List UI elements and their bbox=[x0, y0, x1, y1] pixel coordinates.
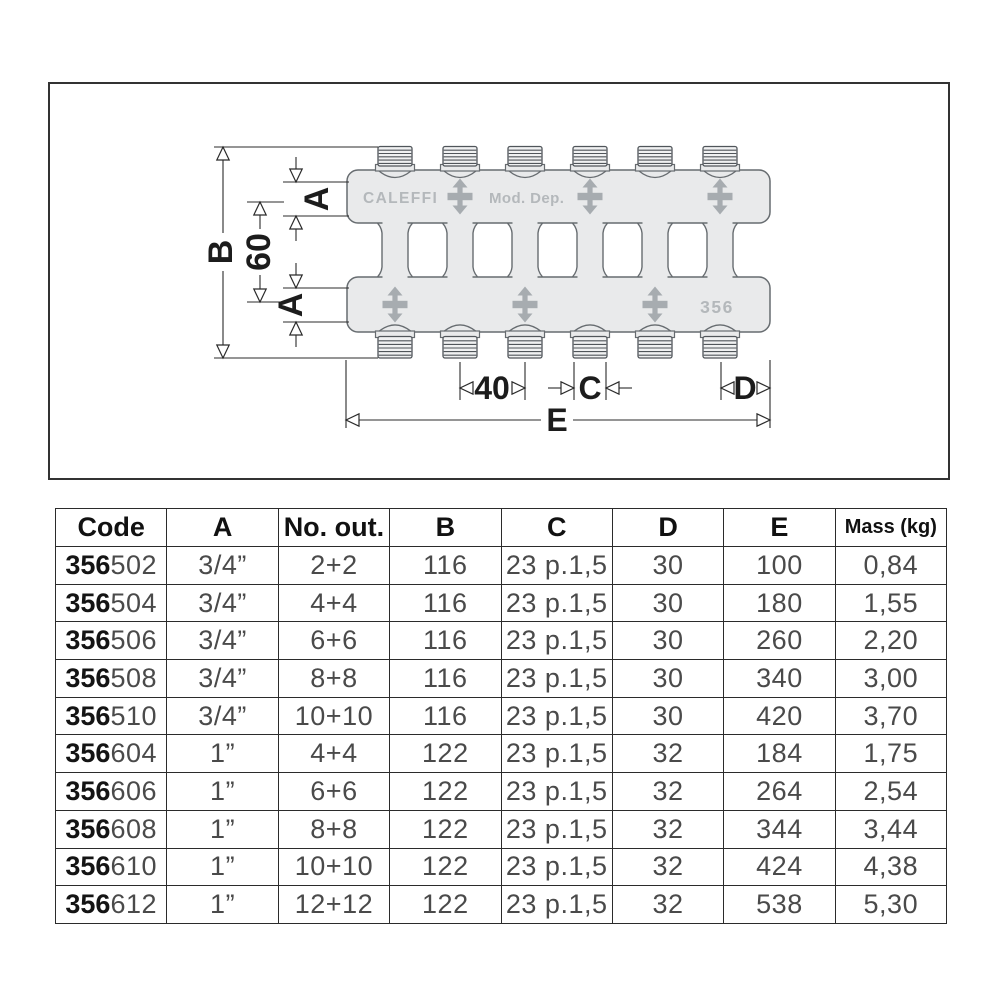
table-row bbox=[56, 584, 947, 622]
manifold-links bbox=[374, 220, 741, 281]
table-cell: 340 bbox=[724, 660, 835, 698]
table-cell: 23 p.1,5 bbox=[501, 622, 612, 660]
table-cell: 23 p.1,5 bbox=[501, 697, 612, 735]
dim-d-label: D bbox=[733, 370, 757, 406]
code-cell: 356504 bbox=[56, 584, 167, 622]
table-cell: 6+6 bbox=[278, 773, 389, 811]
table-cell: 30 bbox=[612, 622, 723, 660]
column-header-d: D bbox=[612, 509, 723, 547]
table-cell: 6+6 bbox=[278, 622, 389, 660]
table-cell: 116 bbox=[390, 697, 501, 735]
table-cell: 32 bbox=[612, 810, 723, 848]
manifold-technical-drawing bbox=[48, 82, 950, 480]
table-cell: 12+12 bbox=[278, 886, 389, 924]
table-cell: 420 bbox=[724, 697, 835, 735]
table-cell: 1” bbox=[167, 773, 278, 811]
code-cell: 356506 bbox=[56, 622, 167, 660]
table-cell: 2+2 bbox=[278, 547, 389, 585]
table-cell: 23 p.1,5 bbox=[501, 735, 612, 773]
column-header-b: B bbox=[390, 509, 501, 547]
table-cell: 1” bbox=[167, 848, 278, 886]
column-header-e: E bbox=[724, 509, 835, 547]
spec-table-header bbox=[56, 509, 947, 547]
table-cell: 1,75 bbox=[835, 735, 946, 773]
code-cell: 356608 bbox=[56, 810, 167, 848]
column-header-code: Code bbox=[56, 509, 167, 547]
table-cell: 116 bbox=[390, 547, 501, 585]
dim-a-top-label: A bbox=[298, 186, 336, 212]
table-cell: 122 bbox=[390, 810, 501, 848]
table-cell: 30 bbox=[612, 660, 723, 698]
table-row bbox=[56, 886, 947, 924]
table-cell: 1” bbox=[167, 735, 278, 773]
table-cell: 23 p.1,5 bbox=[501, 848, 612, 886]
column-header-c: C bbox=[501, 509, 612, 547]
table-cell: 122 bbox=[390, 848, 501, 886]
code-cell: 356508 bbox=[56, 660, 167, 698]
table-cell: 4+4 bbox=[278, 584, 389, 622]
table-cell: 8+8 bbox=[278, 810, 389, 848]
table-cell: 32 bbox=[612, 735, 723, 773]
technical-drawing-frame bbox=[48, 82, 950, 480]
table-cell: 1” bbox=[167, 810, 278, 848]
dim-b-label: B bbox=[202, 239, 240, 265]
column-header-a: A bbox=[167, 509, 278, 547]
table-row bbox=[56, 660, 947, 698]
table-cell: 30 bbox=[612, 584, 723, 622]
table-cell: 184 bbox=[724, 735, 835, 773]
table-cell: 3,44 bbox=[835, 810, 946, 848]
table-cell: 10+10 bbox=[278, 848, 389, 886]
table-row bbox=[56, 810, 947, 848]
table-cell: 8+8 bbox=[278, 660, 389, 698]
table-cell: 32 bbox=[612, 848, 723, 886]
table-row bbox=[56, 848, 947, 886]
manifold-joint-fills bbox=[383, 222, 733, 279]
table-cell: 3/4” bbox=[167, 584, 278, 622]
table-cell: 3/4” bbox=[167, 660, 278, 698]
table-cell: 100 bbox=[724, 547, 835, 585]
table-cell: 424 bbox=[724, 848, 835, 886]
code-cell: 356502 bbox=[56, 547, 167, 585]
table-cell: 2,54 bbox=[835, 773, 946, 811]
table-cell: 23 p.1,5 bbox=[501, 547, 612, 585]
table-row bbox=[56, 547, 947, 585]
table-cell: 116 bbox=[390, 584, 501, 622]
table-cell: 3/4” bbox=[167, 547, 278, 585]
code-cell: 356510 bbox=[56, 697, 167, 735]
table-cell: 122 bbox=[390, 773, 501, 811]
table-cell: 23 p.1,5 bbox=[501, 810, 612, 848]
table-cell: 23 p.1,5 bbox=[501, 886, 612, 924]
table-cell: 10+10 bbox=[278, 697, 389, 735]
table-cell: 23 p.1,5 bbox=[501, 584, 612, 622]
dim-a-bottom-label: A bbox=[272, 292, 310, 318]
table-cell: 23 p.1,5 bbox=[501, 773, 612, 811]
code-cell: 356604 bbox=[56, 735, 167, 773]
table-cell: 2,20 bbox=[835, 622, 946, 660]
table-cell: 3,00 bbox=[835, 660, 946, 698]
code-cell: 356610 bbox=[56, 848, 167, 886]
table-row bbox=[56, 773, 947, 811]
table-cell: 32 bbox=[612, 773, 723, 811]
table-row bbox=[56, 697, 947, 735]
table-cell: 5,30 bbox=[835, 886, 946, 924]
table-cell: 122 bbox=[390, 735, 501, 773]
code-cell: 356606 bbox=[56, 773, 167, 811]
table-row bbox=[56, 735, 947, 773]
table-cell: 122 bbox=[390, 886, 501, 924]
brand-caleffi-label: CALEFFI bbox=[363, 190, 439, 207]
column-header-no-out: No. out. bbox=[278, 509, 389, 547]
table-cell: 180 bbox=[724, 584, 835, 622]
dim-c-label: C bbox=[578, 370, 602, 406]
dim-60-label: 60 bbox=[240, 233, 278, 271]
table-cell: 116 bbox=[390, 660, 501, 698]
table-row bbox=[56, 622, 947, 660]
table-cell: 344 bbox=[724, 810, 835, 848]
table-cell: 0,84 bbox=[835, 547, 946, 585]
table-cell: 1” bbox=[167, 886, 278, 924]
table-cell: 3/4” bbox=[167, 622, 278, 660]
dim-e-label: E bbox=[546, 402, 568, 438]
table-cell: 1,55 bbox=[835, 584, 946, 622]
table-cell: 264 bbox=[724, 773, 835, 811]
column-header-mass-kg: Mass (kg) bbox=[835, 509, 946, 547]
table-cell: 4+4 bbox=[278, 735, 389, 773]
table-cell: 260 bbox=[724, 622, 835, 660]
table-cell: 23 p.1,5 bbox=[501, 660, 612, 698]
table-cell: 538 bbox=[724, 886, 835, 924]
code-cell: 356612 bbox=[56, 886, 167, 924]
table-cell: 3/4” bbox=[167, 697, 278, 735]
table-cell: 3,70 bbox=[835, 697, 946, 735]
dim-40-label: 40 bbox=[474, 370, 510, 406]
table-cell: 32 bbox=[612, 886, 723, 924]
model-dep-label: Mod. Dep. bbox=[489, 190, 565, 207]
spec-table bbox=[55, 508, 947, 924]
table-cell: 30 bbox=[612, 547, 723, 585]
table-cell: 4,38 bbox=[835, 848, 946, 886]
series-356-label: 356 bbox=[700, 297, 734, 317]
table-cell: 116 bbox=[390, 622, 501, 660]
table-cell: 30 bbox=[612, 697, 723, 735]
